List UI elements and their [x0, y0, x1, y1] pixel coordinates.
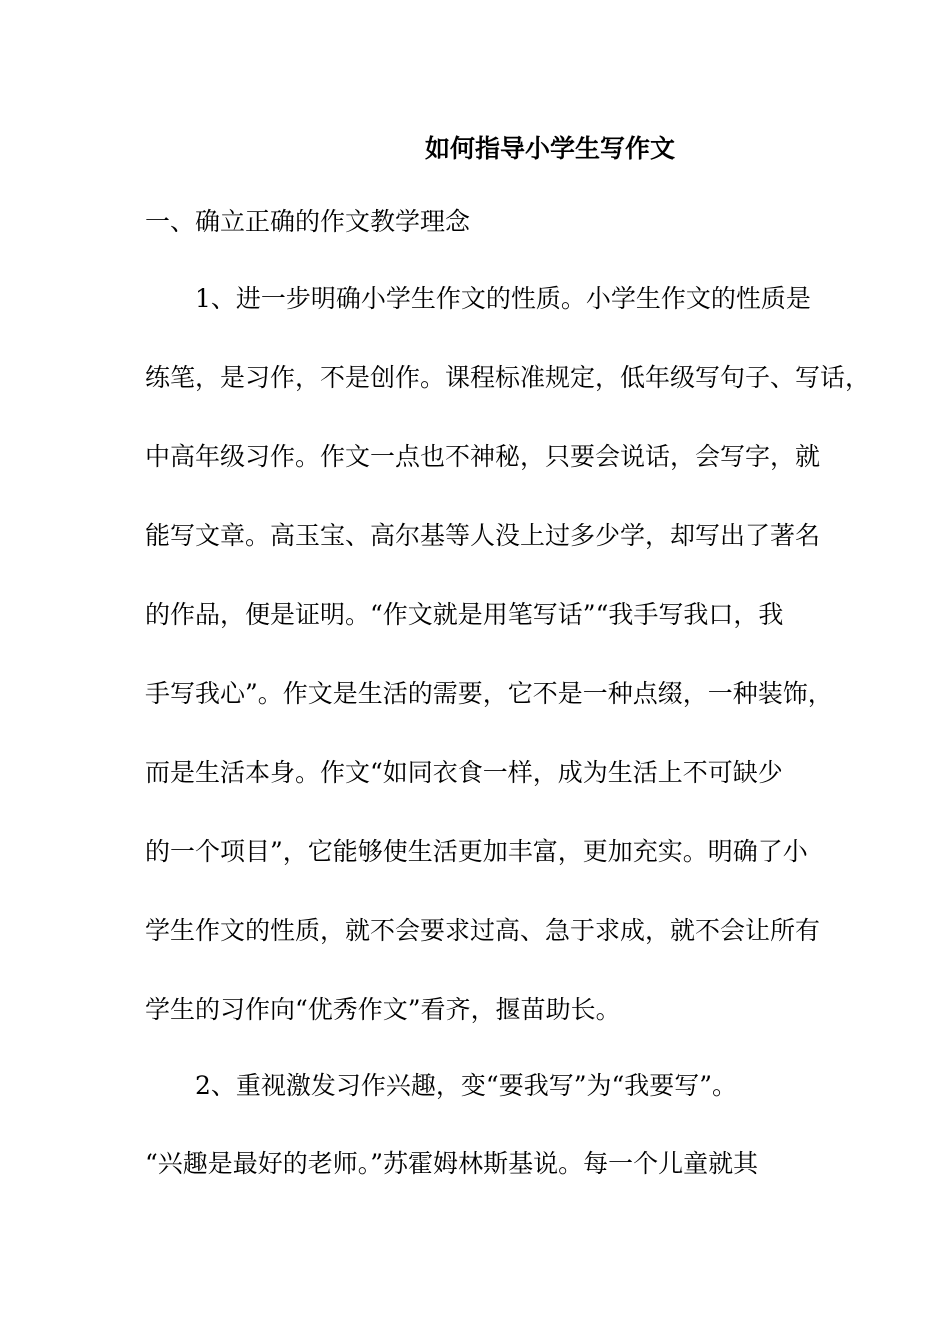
- paragraph-line: 中高年级习作。作文一点也不神秘，只要会说话，会写字，就: [145, 442, 821, 471]
- paragraph-line: 2、重视激发习作兴趣，变“要我写”为“我要写”。: [195, 1071, 738, 1100]
- section-heading: 一、确立正确的作文教学理念: [145, 207, 471, 236]
- paragraph-line: 的一个项目”，它能够使生活更加丰富，更加充实。明确了小: [145, 837, 808, 866]
- paragraph-line: “兴趣是最好的老师。”苏霍姆林斯基说。每一个儿童就其: [145, 1149, 759, 1178]
- paragraph-line: 的作品，便是证明。“作文就是用笔写话”“我手写我口，我: [145, 600, 784, 629]
- paragraph-line: 学生作文的性质，就不会要求过高、急于求成，就不会让所有: [145, 916, 821, 945]
- paragraph-line: 手写我心”。作文是生活的需要，它不是一种点缀，一种装饰，: [145, 679, 833, 708]
- paragraph-line: 练笔，是习作，不是创作。课程标准规定，低年级写句子、写话，: [145, 363, 871, 392]
- paragraph-line: 能写文章。高玉宝、高尔基等人没上过多少学，却写出了著名: [145, 521, 821, 550]
- paragraph-line: 学生的习作向“优秀作文”看齐，揠苗助长。: [145, 995, 621, 1024]
- paragraph-line: 1、进一步明确小学生作文的性质。小学生作文的性质是: [195, 284, 811, 313]
- paragraph-line: 而是生活本身。作文“如同衣食一样，成为生活上不可缺少: [145, 758, 783, 787]
- document-title: 如何指导小学生写作文: [425, 134, 676, 163]
